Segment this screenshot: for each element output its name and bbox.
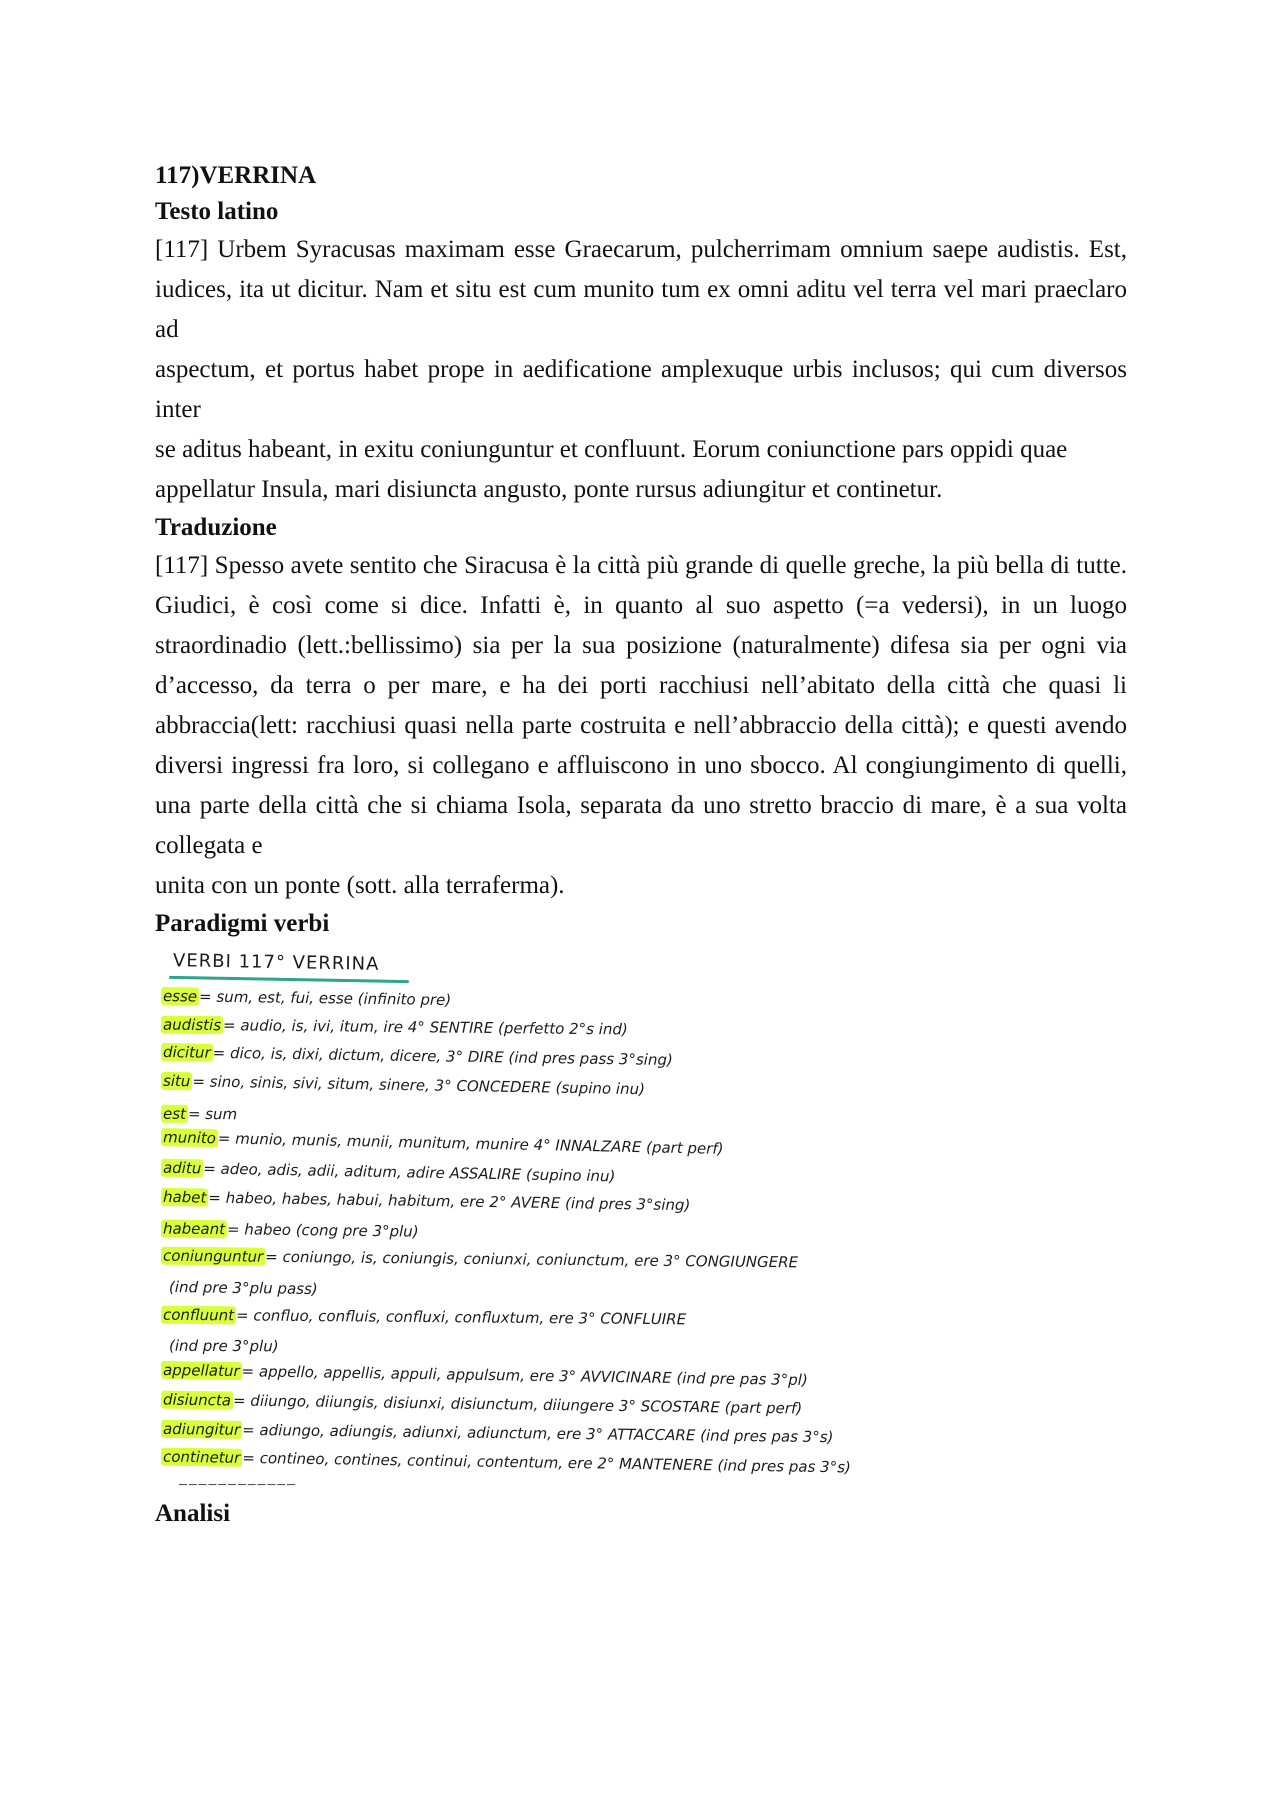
note-verb-highlighted: habet: [162, 1187, 207, 1207]
note-row: [161, 1246, 798, 1273]
note-row: [161, 1390, 802, 1419]
translation-heading: Traduzione: [155, 514, 277, 541]
note-verb-paradigm: = diiungo, diiungis, disiunxi, disiunctum, diiungere 3° SCOSTARE (part perf): [232, 1391, 803, 1418]
note-verb-highlighted: munito: [162, 1128, 217, 1148]
paradigms-heading: Paradigmi verbi: [155, 910, 330, 937]
note-verb-highlighted: aditu: [162, 1158, 202, 1178]
note-verb-paradigm: = contineo, contines, continui, contentum, ere 2° MANTENERE (ind pres pas 3°s): [242, 1448, 851, 1477]
note-verb-paradigm: (ind pre 3°plu): [168, 1336, 279, 1356]
latin-heading: Testo latino: [155, 198, 279, 225]
notes-title: VERBI 117° VERRINA: [172, 950, 380, 975]
analysis-heading: Analisi: [155, 1500, 231, 1527]
note-row: [161, 1218, 419, 1241]
notes-title-underline: [169, 976, 409, 983]
note-verb-paradigm: = appello, appellis, appuli, appulsum, ere 3° AVVICINARE (ind pre pas 3°pl): [241, 1362, 808, 1390]
note-verb-highlighted: audistis: [162, 1015, 222, 1035]
note-row: [161, 1015, 628, 1040]
note-row: [161, 1360, 808, 1390]
note-verb-paradigm: = sum: [187, 1104, 238, 1124]
note-verb-highlighted: esse: [162, 987, 198, 1006]
note-row: [161, 1042, 673, 1070]
note-row: [161, 1071, 645, 1099]
latin-paragraph-3: se aditus habeant, in exitu coniunguntur et confluunt. Eorum coniunctione pars oppidi quae: [155, 436, 1068, 463]
note-row: [161, 1127, 724, 1159]
note-verb-paradigm: = habeo, habes, habui, habitum, ere 2° AVERE (ind pres 3°sing): [208, 1188, 691, 1215]
cropped-next-line: ────────────: [179, 1478, 297, 1486]
note-verb-highlighted: confluunt: [162, 1305, 235, 1325]
note-verb-highlighted: est: [162, 1104, 187, 1123]
note-verb-highlighted: situ: [162, 1071, 191, 1091]
note-verb-highlighted: disiuncta: [162, 1390, 232, 1410]
note-row: [161, 1419, 834, 1447]
note-row: [169, 1277, 318, 1299]
translation-paragraph-1: [117] Spesso avete sentito che Siracusa è la città più grande di quelle greche, la più bella di tutte. Giudici, è così come si dice. Infatti è, in quanto al suo aspetto (=a vedersi), in un luogo straordinadio (lett.:bellissimo) sia per la sua posizione (naturalmente) difesa sia per ogni via d’accesso, da terra o per mare, e ha dei porti racchiusi nell’abitato della città che quasi li abbraccia(lett: racchiusi quasi nella parte costruita e nell’abbraccio della città); e questi avendo diversi ingressi fra loro, si collegano e affluiscono in uno sbocco. Al congiungimento di quelli, una parte della città che si chiama Isola, separata da uno stretto braccio di mare, è a sua volta collegata e: [155, 552, 1127, 859]
note-row: [161, 1104, 237, 1125]
note-verb-paradigm: = dico, is, dixi, dictum, dicere, 3° DIRE (ind pres pass 3°sing): [212, 1043, 673, 1070]
note-verb-highlighted: continetur: [162, 1447, 241, 1467]
handwritten-notes-image: [155, 950, 955, 1490]
latin-paragraph-1: [117] Urbem Syracusas maximam esse Graecarum, pulcherrimam omnium saepe audistis. Est, iudices, ita ut dicitur. Nam et situ est cum munito tum ex omni aditu vel terra vel mari praeclaro ad: [155, 236, 1127, 343]
note-verb-paradigm: (ind pre 3°plu pass): [168, 1277, 318, 1299]
note-row: [161, 1158, 616, 1187]
note-verb-paradigm: = sino, sinis, sivi, situm, sinere, 3° CONCEDERE (supino inu): [192, 1072, 646, 1099]
note-row: [161, 1187, 691, 1215]
note-verb-paradigm: = audio, is, ivi, itum, ire 4° SENTIRE (perfetto 2°s ind): [222, 1016, 628, 1039]
note-verb-paradigm: = adeo, adis, adii, aditum, adire ASSALIRE (supino inu): [203, 1159, 616, 1186]
note-verb-highlighted: appellatur: [162, 1360, 240, 1381]
note-row: [161, 1447, 851, 1478]
document-title: 117)VERRINA: [155, 162, 317, 189]
note-row: [161, 1305, 686, 1330]
note-verb-highlighted: dicitur: [162, 1043, 211, 1062]
note-row: [169, 1336, 279, 1357]
note-verb-highlighted: habeant: [162, 1219, 226, 1239]
document-page: [155, 158, 1127, 1532]
note-verb-paradigm: = confluo, confluis, confluxi, confluxtum, ere 3° CONFLUIRE: [235, 1306, 687, 1329]
note-verb-paradigm: = munio, munis, munii, munitum, munire 4° INNALZARE (part perf): [217, 1129, 724, 1158]
note-verb-paradigm: = habeo (cong pre 3°plu): [226, 1220, 419, 1241]
note-verb-paradigm: = sum, est, fui, esse (infinito pre): [198, 987, 452, 1010]
note-row: [161, 986, 451, 1010]
latin-paragraph-2: aspectum, et portus habet prope in aedificatione amplexuque urbis inclusos; qui cum diversos inter: [155, 356, 1127, 423]
note-verb-highlighted: coniunguntur: [162, 1246, 264, 1266]
translation-paragraph-2: unita con un ponte (sott. alla terraferma).: [155, 872, 565, 899]
note-verb-highlighted: adiungitur: [162, 1419, 241, 1439]
note-verb-paradigm: = adiungo, adiungis, adiunxi, adiunctum, ere 3° ATTACCARE (ind pres pas 3°s): [242, 1420, 834, 1447]
latin-paragraph-4: appellatur Insula, mari disiuncta angusto, ponte rursus adiungitur et continetur.: [155, 476, 943, 503]
note-verb-paradigm: = coniungo, is, coniungis, coniunxi, coniunctum, ere 3° CONGIUNGERE: [265, 1247, 799, 1272]
